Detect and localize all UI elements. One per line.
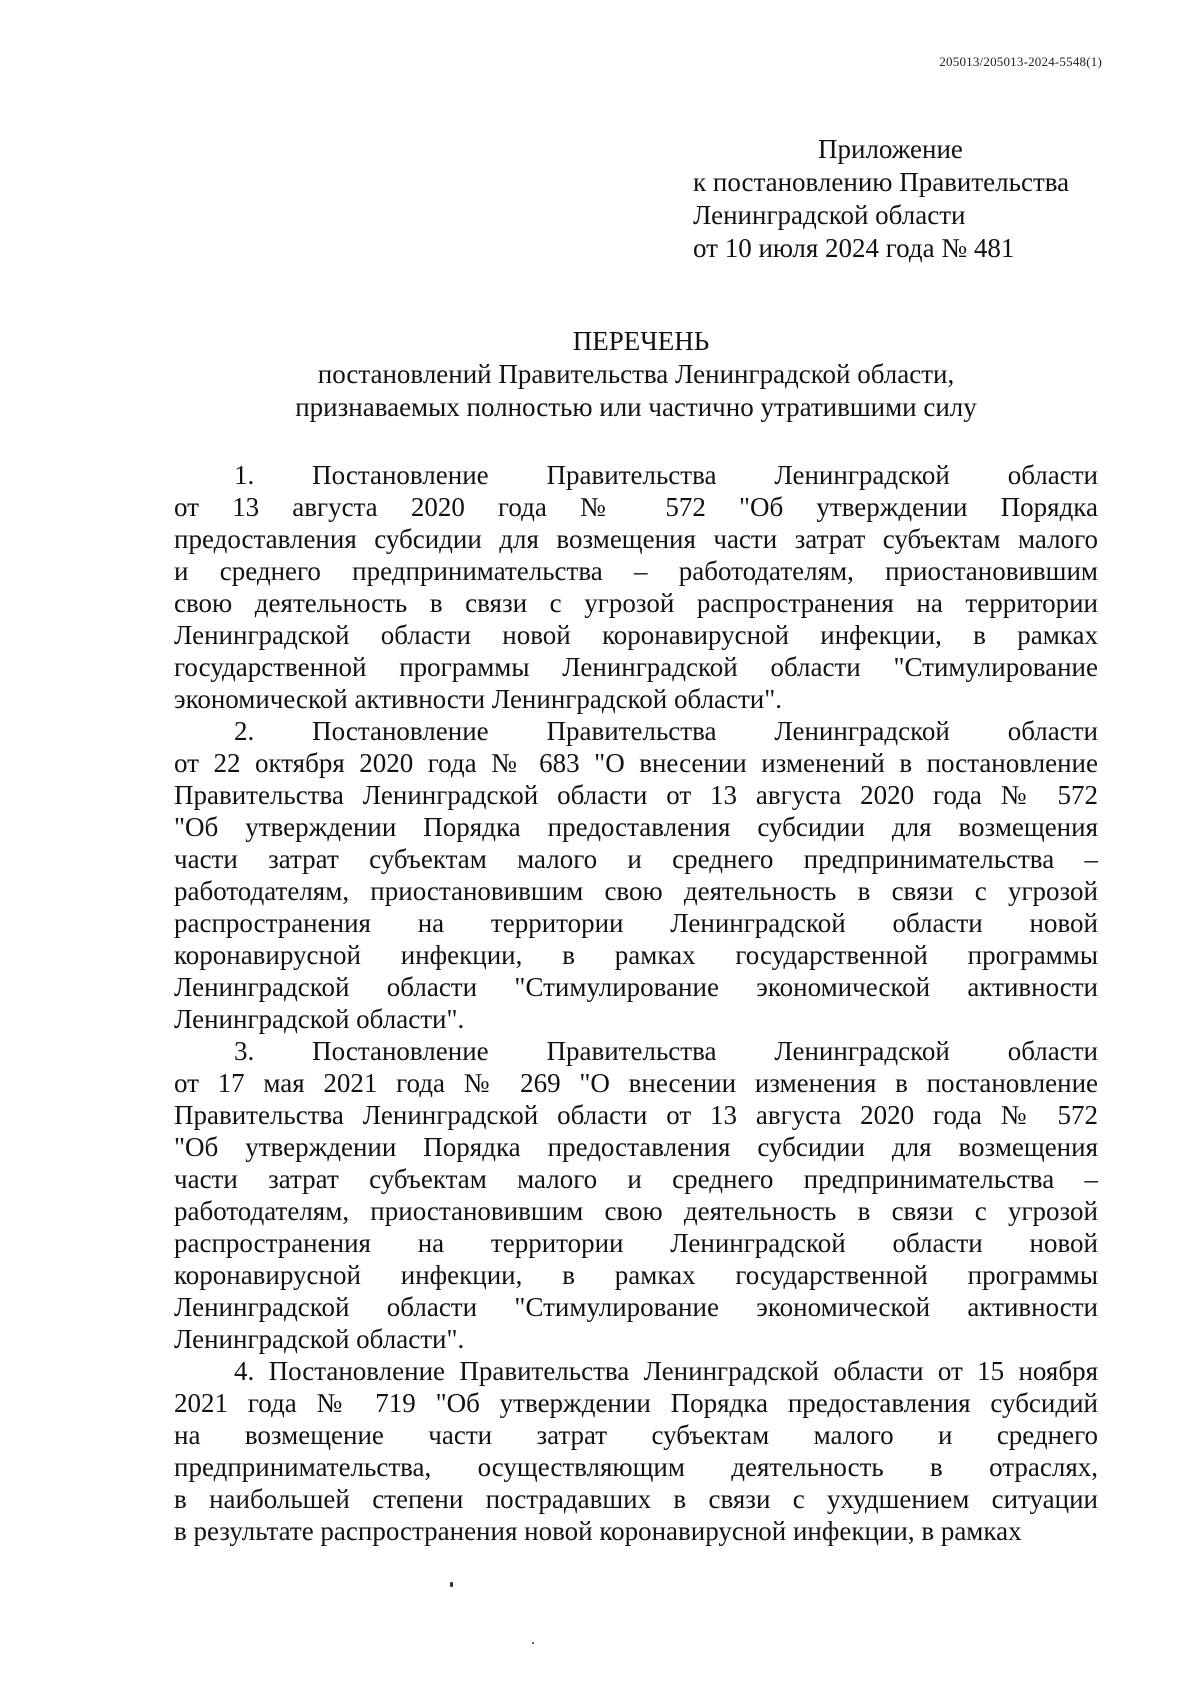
document-subtitle: признаваемых полностью или частично утратившими силу: [295, 392, 977, 422]
list-item-line: в результате распространения новой коронавирусной инфекции, в рамках: [174, 1516, 1022, 1546]
list-item-line: распространения на территории Ленинградской области новой: [174, 908, 1098, 938]
list-item: [174, 1355, 1098, 1547]
list-item-line: экономической активности Ленинградской области".: [174, 684, 783, 714]
list-item-line: 4. Постановление Правительства Ленинградской области от 15 ноября: [234, 1356, 1098, 1386]
scan-speck: [450, 1582, 453, 1587]
list-item-line: от 22 октября 2020 года № 683 "О внесении изменений в постановление: [174, 748, 1098, 778]
list-item-line: Ленинградской области новой коронавирусной инфекции, в рамках: [174, 620, 1098, 650]
list-item-line: Ленинградской области "Стимулирование экономической активности: [174, 1292, 1098, 1322]
appendix-line: к постановлению Правительства: [693, 167, 1070, 197]
appendix-date-number: от 10 июля 2024 года № 481: [693, 233, 1015, 263]
list-item-line: Правительства Ленинградской области от 13 августа 2020 года № 572: [174, 780, 1098, 810]
list-item-line: от 17 мая 2021 года № 269 "О внесении изменения в постановление: [174, 1068, 1098, 1098]
list-item-line: распространения на территории Ленинградской области новой: [174, 1228, 1098, 1258]
list-item-line: коронавирусной инфекции, в рамках государственной программы: [174, 1260, 1098, 1290]
list-item-line: Ленинградской области".: [174, 1324, 465, 1354]
scan-speck: [532, 1642, 534, 1644]
list-item-line: Ленинградской области".: [174, 1004, 465, 1034]
list-item: [174, 1035, 1098, 1355]
appendix-block: [693, 133, 1069, 265]
list-item-line: Правительства Ленинградской области от 13 августа 2020 года № 572: [174, 1100, 1098, 1130]
appendix-title: Приложение: [818, 134, 963, 164]
list-item-line: части затрат субъектам малого и среднего предпринимательства –: [174, 844, 1098, 874]
list-item-line: работодателям, приостановившим свою деятельность в связи с угрозой: [174, 1196, 1098, 1226]
list-item-line: от 13 августа 2020 года № 572 "Об утверждении Порядка: [174, 492, 1098, 522]
list-item-line: предпринимательства, осуществляющим деятельность в отраслях,: [174, 1452, 1098, 1482]
list-item-line: государственной программы Ленинградской области "Стимулирование: [174, 652, 1098, 682]
list-item-line: на возмещение части затрат субъектам малого и среднего: [174, 1420, 1098, 1450]
list-item-line: и среднего предпринимательства – работодателям, приостановившим: [174, 556, 1098, 586]
list-item-line: предоставления субсидии для возмещения части затрат субъектам малого: [174, 524, 1098, 554]
list-item: [174, 459, 1098, 715]
list-item-line: 2. Постановление Правительства Ленинградской области: [234, 716, 1098, 746]
list-item-line: части затрат субъектам малого и среднего предпринимательства –: [174, 1164, 1098, 1194]
list-item-line: 3. Постановление Правительства Ленинградской области: [234, 1036, 1098, 1066]
appendix-line: Ленинградской области: [693, 200, 966, 230]
list-item-line: в наибольшей степени пострадавших в связи с ухудшением ситуации: [174, 1484, 1098, 1514]
document-title: ПЕРЕЧЕНЬ: [572, 326, 710, 356]
document-body: [174, 459, 1098, 1547]
list-item: [174, 715, 1098, 1035]
list-item-line: 1. Постановление Правительства Ленинградской области: [234, 460, 1098, 490]
list-item-line: Ленинградской области "Стимулирование экономической активности: [174, 972, 1098, 1002]
document-title-block: [0, 325, 1200, 424]
list-item-line: свою деятельность в связи с угрозой распространения на территории: [174, 588, 1098, 618]
list-item-line: 2021 года № 719 "Об утверждении Порядка предоставления субсидий: [174, 1388, 1098, 1418]
list-item-line: "Об утверждении Порядка предоставления субсидии для возмещения: [174, 812, 1098, 842]
document-subtitle: постановлений Правительства Ленинградской области,: [317, 359, 955, 389]
list-item-line: работодателям, приостановившим свою деятельность в связи с угрозой: [174, 876, 1098, 906]
document-registration-number: 205013/205013-2024-5548(1): [939, 54, 1102, 69]
list-item-line: коронавирусной инфекции, в рамках государственной программы: [174, 940, 1098, 970]
list-item-line: "Об утверждении Порядка предоставления субсидии для возмещения: [174, 1132, 1098, 1162]
